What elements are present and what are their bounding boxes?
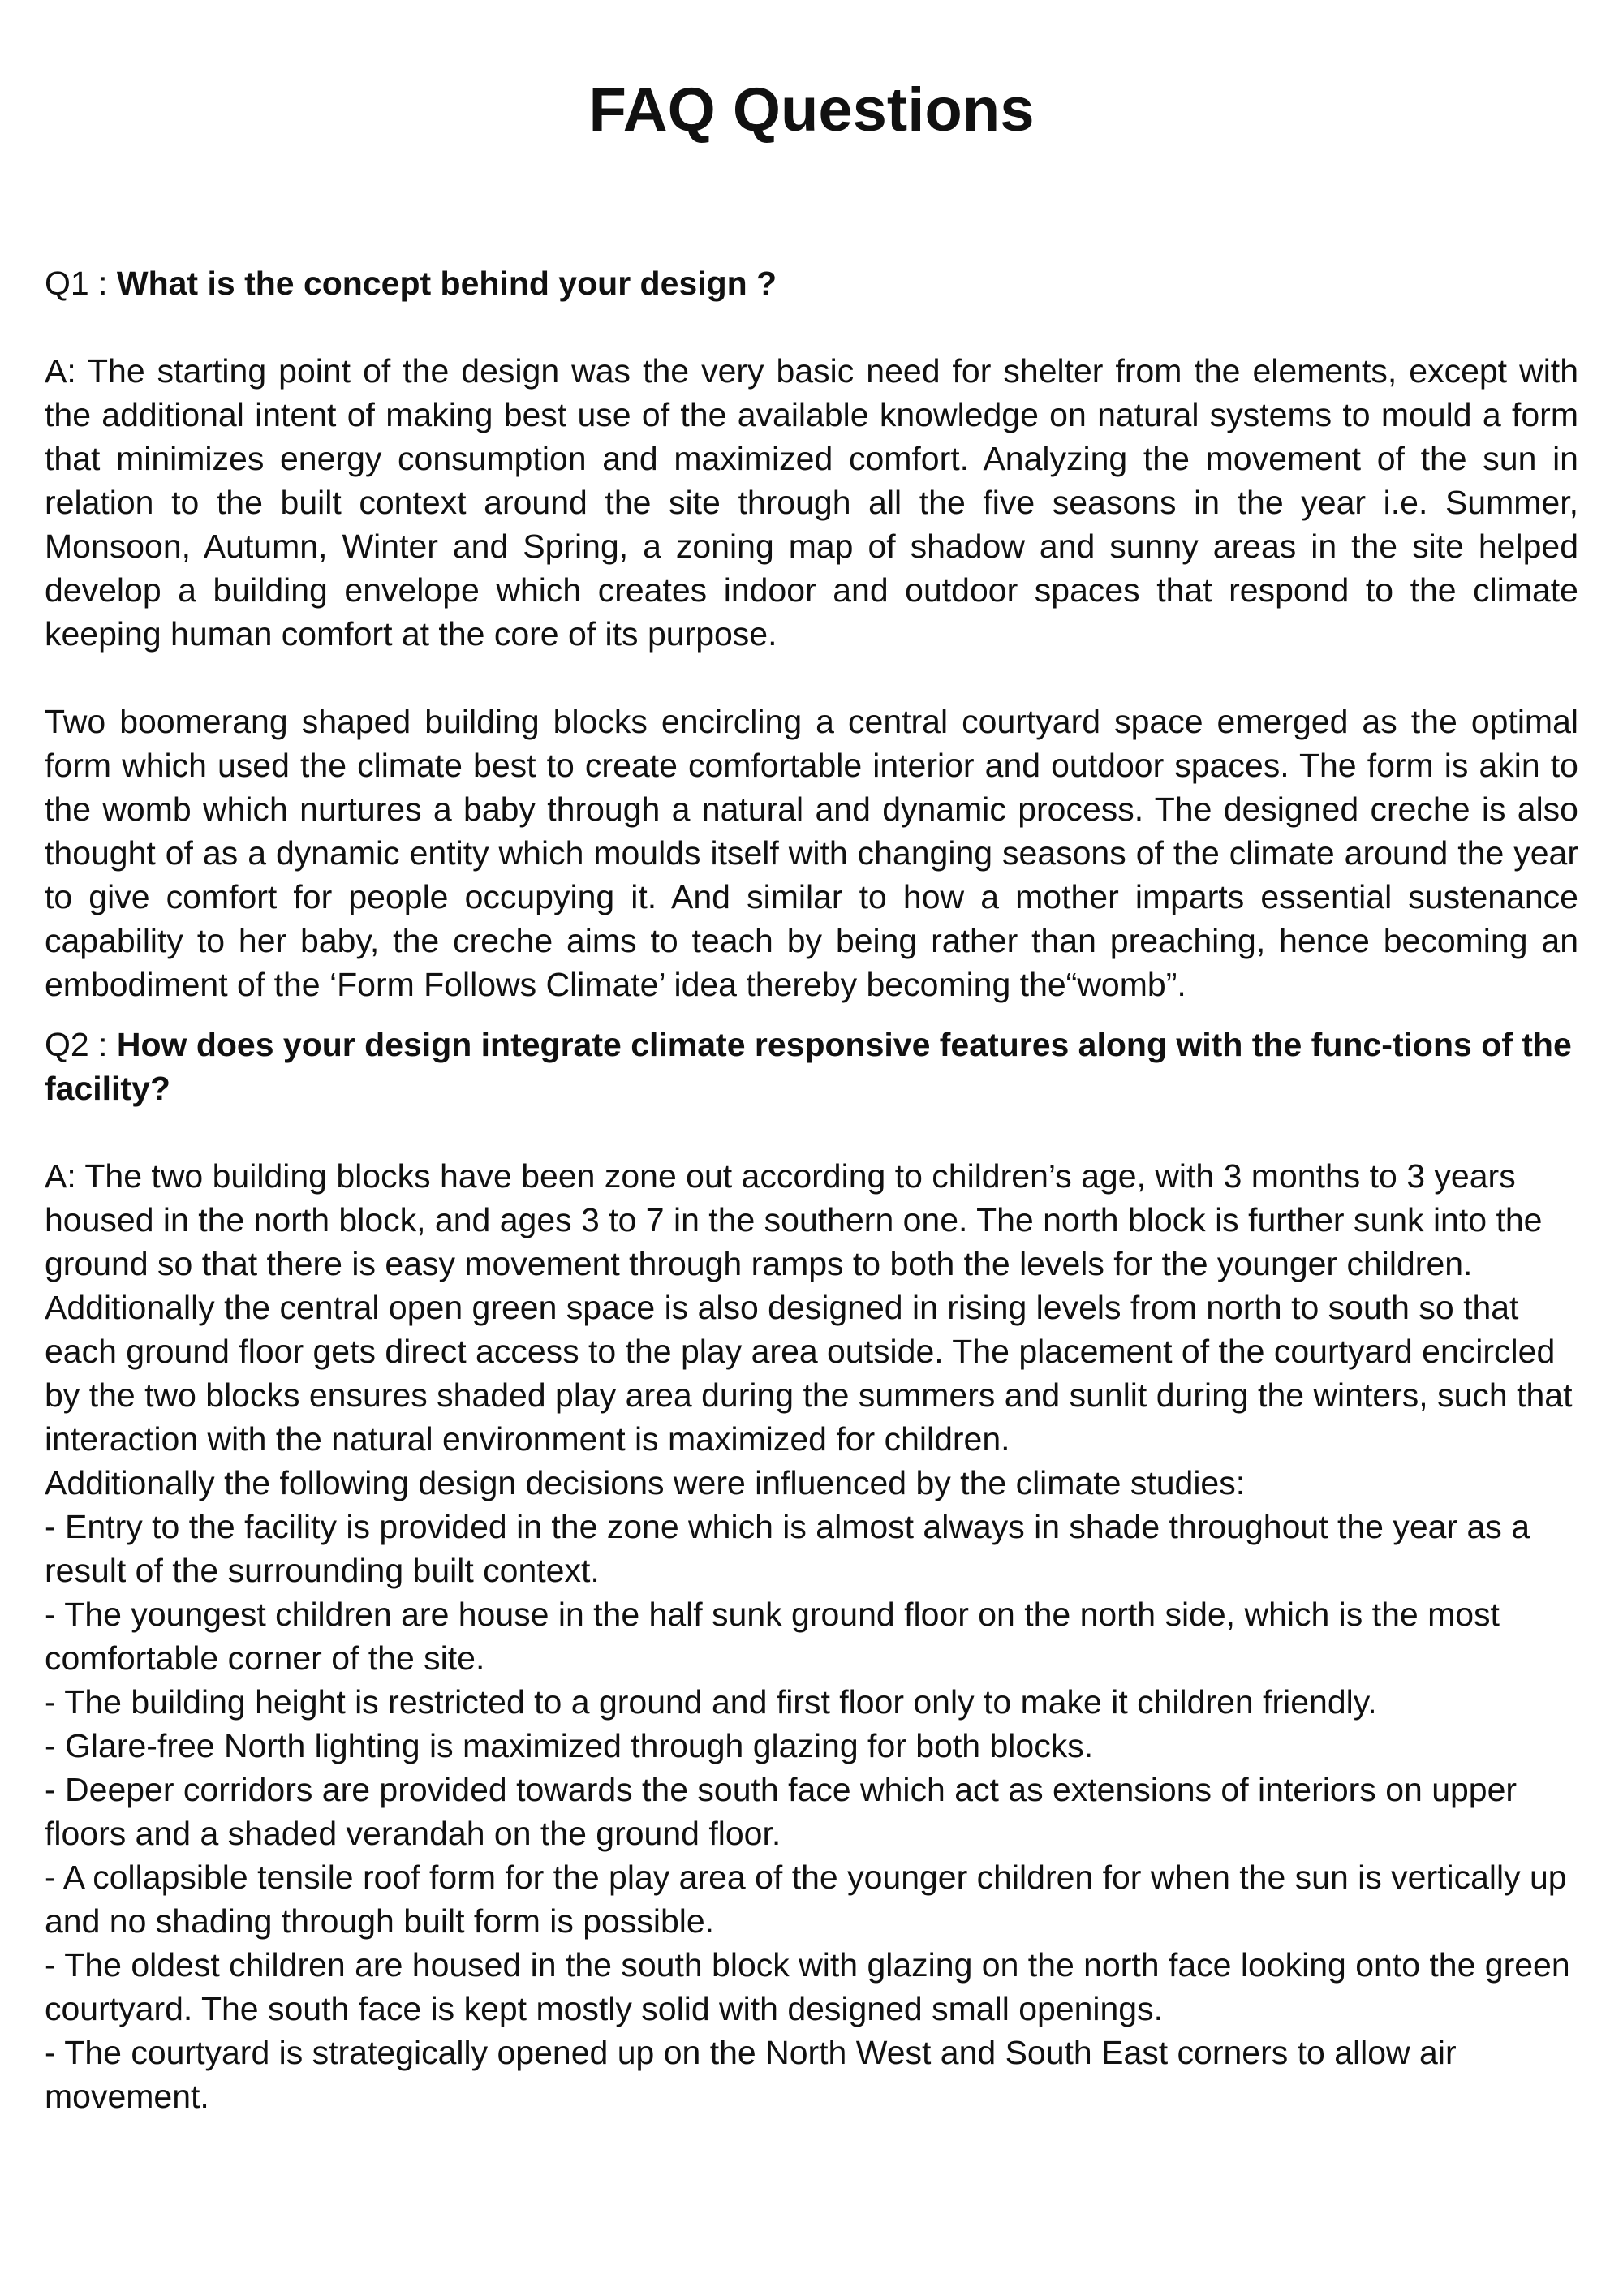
design-decisions-list	[45, 1505, 1578, 2118]
page-title: FAQ Questions	[588, 75, 1035, 144]
question-2-label: Q2 :	[45, 1026, 108, 1063]
list-item: - The youngest children are house in the half sunk ground floor on the north side, which is the most comfortable corner of the site.	[45, 1596, 1500, 1677]
list-item: - A collapsible tensile roof form for the play area of the younger children for when the sun is vertically up and no shading through built form is possible.	[45, 1859, 1567, 1940]
question-1-label: Q1 :	[45, 265, 108, 302]
answer-1-paragraph-1: A: The starting point of the design was the very basic need for shelter from the elements, except with the additional intent of making best use of the available knowledge on natural systems to mould a form that minimizes energy consumption and maximized comfort. Analyzing the movement of the sun in relation to the built context around the site through all the five seasons in the year i.e. Summer, Monsoon, Autumn, Winter and Spring, a zoning map of shadow and sunny areas in the site helped develop a building envelope which creates indoor and outdoor spaces that respond to the climate keeping human comfort at the core of its purpose.	[45, 352, 1578, 653]
faq-content	[45, 261, 1578, 2118]
list-item: - The oldest children are housed in the south block with glazing on the north face looking onto the green courtyard. The south face is kept mostly solid with designed small openings.	[45, 1946, 1570, 2027]
question-1-text: What is the concept behind your design ?	[116, 265, 777, 302]
answer-1-paragraph-2: Two boomerang shaped building blocks encircling a central courtyard space emerged as the optimal form which used the climate best to create comfortable interior and outdoor spaces. The form is akin to the womb which nurtures a baby through a natural and dynamic process. The designed creche is also thought of as a dynamic entity which moulds itself with changing seasons of the climate around the year to give comfort for people occupying it. And similar to how a mother imparts essential sustenance capability to her baby, the creche aims to teach by being rather than preaching, hence becoming an embodiment of the ‘Form Follows Climate’ idea thereby becoming the“womb”.	[45, 703, 1578, 1003]
list-item: - The building height is restricted to a ground and first floor only to make it children friendly.	[45, 1683, 1377, 1721]
answer-2-paragraph-2: Additionally the following design decisions were influenced by the climate studies:	[45, 1464, 1246, 1501]
list-item: - Entry to the facility is provided in the zone which is almost always in shade throughout the year as a result of the surrounding built context.	[45, 1508, 1530, 1589]
list-item: - Deeper corridors are provided towards the south face which act as extensions of interiors on upper floors and a shaded verandah on the ground floor.	[45, 1771, 1518, 1852]
question-2-text: How does your design integrate climate responsive features along with the func-tions of the facility?	[45, 1026, 1572, 1107]
list-item: - Glare-free North lighting is maximized through glazing for both blocks.	[45, 1727, 1094, 1764]
list-item: - The courtyard is strategically opened up on the North West and South East corners to allow air movement.	[45, 2034, 1457, 2115]
question-2	[45, 1023, 1578, 1110]
question-1	[45, 261, 1578, 305]
answer-2-paragraph-1: A: The two building blocks have been zone out according to children’s age, with 3 months to 3 years housed in the north block, and ages 3 to 7 in the southern one. The north block is further sunk into the ground so that there is easy movement through ramps to both the levels for the younger children. Additionally the central open green space is also designed in rising levels from north to south so that each ground floor gets direct access to the play area outside. The placement of the courtyard encircled by the two blocks ensures shaded play area during the summers and sunlit during the winters, such that interaction with the natural environment is maximized for children.	[45, 1157, 1573, 1458]
